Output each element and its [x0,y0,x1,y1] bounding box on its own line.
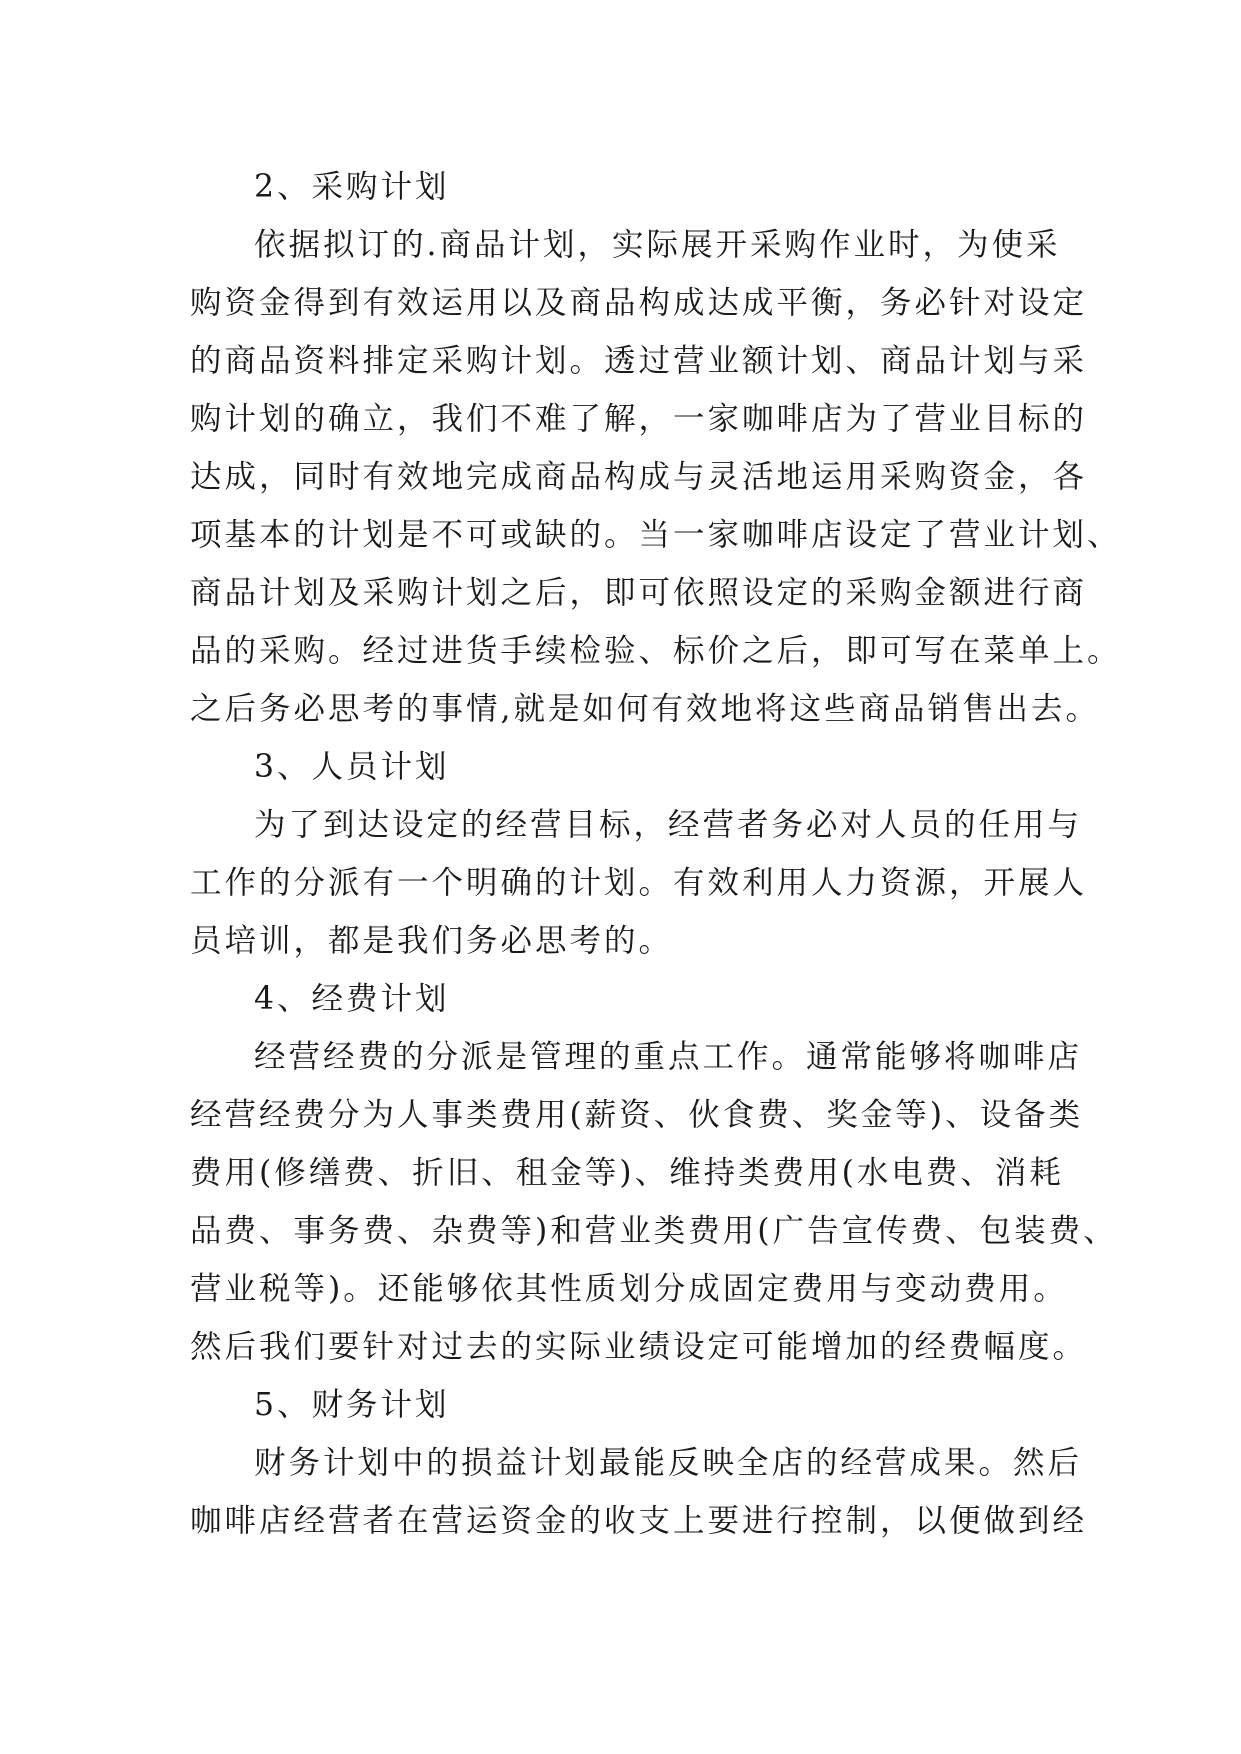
paragraph-line: 依据拟订的.商品计划，实际展开采购作业时，为使采 [254,227,1061,263]
paragraph-line: 之后务必思考的事情,就是如何有效地将这些商品销售出去。 [190,691,1101,727]
section-heading-expenses: 4、经费计划 [254,981,450,1017]
section-heading-purchasing: 2、采购计划 [254,169,450,205]
paragraph-line: 费用(修缮费、折旧、租金等)、维持类费用(水电费、消耗 [190,1155,1064,1191]
paragraph-line: 经营经费分为人事类费用(薪资、伙食费、奖金等)、设备类 [190,1097,1084,1133]
paragraph-line: 然后我们要针对过去的实际业绩设定可能增加的经费幅度。 [190,1329,1088,1365]
paragraph-line: 营业税等)。还能够依其性质划分成固定费用与变动费用。 [190,1271,1068,1307]
paragraph-line: 达成，同时有效地完成商品构成与灵活地运用采购资金，各 [190,459,1088,495]
paragraph-line: 财务计划中的损益计划最能反映全店的经营成果。然后 [254,1445,1083,1481]
paragraph-line: 购资金得到有效运用以及商品构成达成平衡，务必针对设定 [190,285,1088,321]
paragraph-line: 为了到达设定的经营目标，经营者务必对人员的任用与 [254,807,1083,843]
paragraph-line: 项基本的计划是不可或缺的。当一家咖啡店设定了营业计划、 [190,517,1122,553]
paragraph-line: 的商品资料排定采购计划。透过营业额计划、商品计划与采 [190,343,1088,379]
paragraph-line: 购计划的确立，我们不难了解，一家咖啡店为了营业目标的 [190,401,1088,437]
paragraph-line: 咖啡店经营者在营运资金的收支上要进行控制，以便做到经 [190,1503,1088,1539]
paragraph-line: 品的采购。经过进货手续检验、标价之后，即可写在菜单上。 [190,633,1122,669]
paragraph-line: 商品计划及采购计划之后，即可依照设定的采购金额进行商 [190,575,1088,611]
paragraph-line: 工作的分派有一个明确的计划。有效利用人力资源，开展人 [190,865,1088,901]
paragraph-line: 员培训，都是我们务必思考的。 [190,923,674,959]
section-heading-personnel: 3、人员计划 [254,749,450,785]
document-body [190,158,1122,1550]
section-heading-finance: 5、财务计划 [254,1387,450,1423]
paragraph-line: 经营经费的分派是管理的重点工作。通常能够将咖啡店 [254,1039,1083,1075]
paragraph-line: 品费、事务费、杂费等)和营业类费用(广告宣传费、包装费、 [190,1213,1118,1249]
